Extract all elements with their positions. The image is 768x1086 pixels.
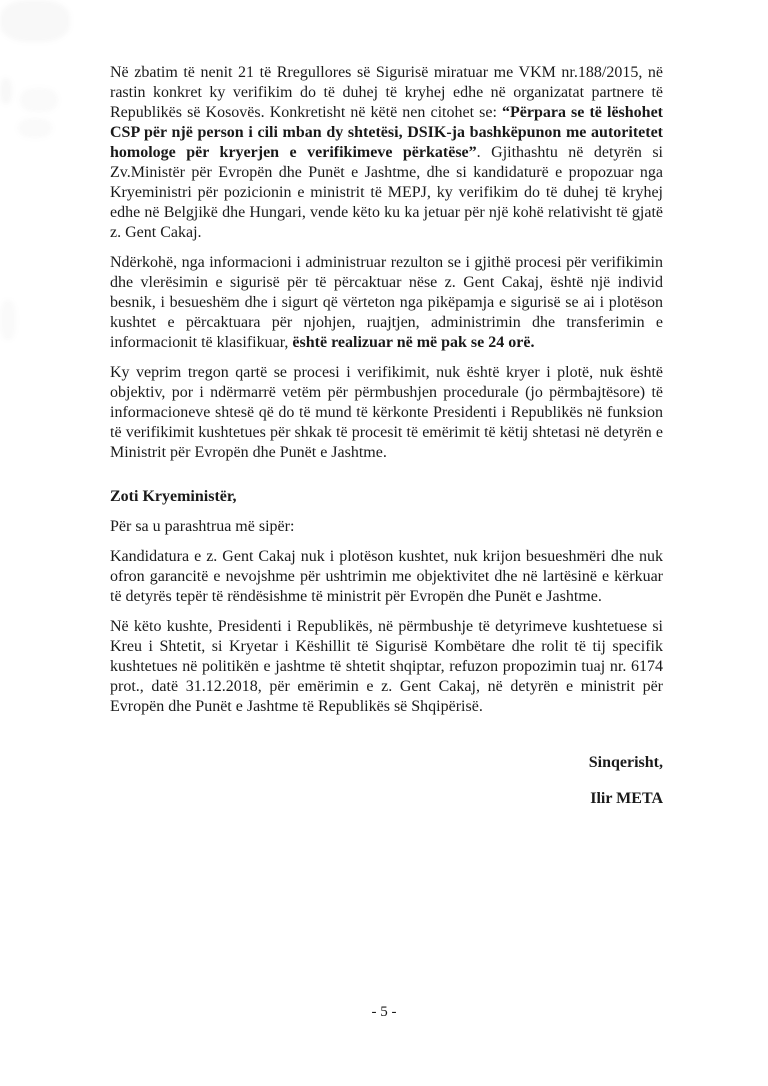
paragraph-refusal [110, 617, 663, 717]
bold-text-run: “Përpara se të lëshohet CSP për një person i cili mban dy shtetësi, DSIK-ja bashkëpunon me autoritetet homologe për kryerjen e verifikimeve përkatëse” [110, 104, 663, 161]
letter-body [110, 63, 663, 819]
intro-line [110, 517, 663, 537]
scan-artifact [18, 118, 52, 138]
bold-text-run: është realizuar në më pak se 24 orë. [292, 334, 535, 351]
paragraph-candidacy [110, 547, 663, 607]
text-run: Kandidatura e z. Gent Cakaj nuk i plotëson kushtet, nuk krijon besueshmëri dhe nuk ofron garancitë e nevojshme për ushtrimin me objektivitet dhe në lartësinë e kërkuar të detyrës tepër të rëndësishme të ministrit për Evropën dhe Punët e Jashtme. [110, 548, 663, 605]
salutation [110, 487, 663, 507]
scan-artifact [0, 78, 12, 104]
text-run: Ky veprim tregon qartë se procesi i verifikimit, nuk është kryer i plotë, nuk është objektiv, por i ndërmarrë vetëm për përmbushjen procedurale (jo përmbajtësore) të informacioneve shtesë që do të mund të kërkonte Presidenti i Republikës në funksion të verifikimit kushtetues për shkak të procesit të emërimit të këtij shtetasi në detyrën e Ministrit për Evropën dhe Punët e Jashtme. [110, 364, 663, 461]
paragraph-verification-timing [110, 253, 663, 353]
bold-text-run: Sinqerisht, [588, 754, 663, 771]
paragraph-verification-rule [110, 63, 663, 243]
page-number: - 5 - [371, 1004, 397, 1020]
signature-name [110, 789, 663, 809]
scan-artifact [0, 0, 70, 42]
text-run: Në zbatim të nenit 21 të Rregullores së Sigurisë miratuar me VKM nr.188/2015, në rastin konkret ky verifikim do të duhej të kryhej edhe në organizatat partnere të Republikës së Kosovës. Konkretisht në këtë nen citohet se: [110, 64, 663, 121]
closing-salute [110, 753, 663, 773]
text-run: . Gjithashtu në detyrën si Zv.Ministër për Evropën dhe Punët e Jashtme, dhe si kandidaturë e propozuar nga Kryeministri për pozicionin e ministrit të MEPJ, ky verifikim do të duhej të kryhej edhe në Belgjikë dhe Hungari, vende këto ku ka jetuar për një kohë relativisht të gjatë z. Gent Cakaj. [110, 144, 663, 241]
text-run: Për sa u parashtrua më sipër: [110, 518, 295, 535]
bold-text-run: Ilir META [590, 790, 663, 807]
scan-artifact [20, 88, 58, 112]
text-run: Ndërkohë, nga informacioni i administruar rezulton se i gjithë procesi për verifikimin dhe vlerësimin e sigurisë për të përcaktuar nëse z. Gent Cakaj, është një individ besnik, i besueshëm dhe i sigurt që vërteton nga pikëpamja e sigurisë se ai i plotëson kushtet e përcaktuara për njohjen, ruajtjen, administrimin dhe transferimin e informacionit të klasifikuar, [110, 254, 663, 351]
scan-artifact [0, 300, 16, 340]
bold-text-run: Zoti Kryeministër, [110, 488, 237, 505]
paragraph-process-incomplete [110, 363, 663, 463]
text-run: Në këto kushte, Presidenti i Republikës, në përmbushje të detyrimeve kushtetuese si Kreu i Shtetit, si Kryetar i Këshillit të Sigurisë Kombëtare dhe rolit të tij specifik kushtetues në politikën e jashtme të shtetit shqiptar, refuzon propozimin tuaj nr. 6174 prot., datë 31.12.2018, për emërimin e z. Gent Cakaj, në detyrën e ministrit për Evropën dhe Punët e Jashtme të Republikës së Shqipërisë. [110, 618, 663, 715]
